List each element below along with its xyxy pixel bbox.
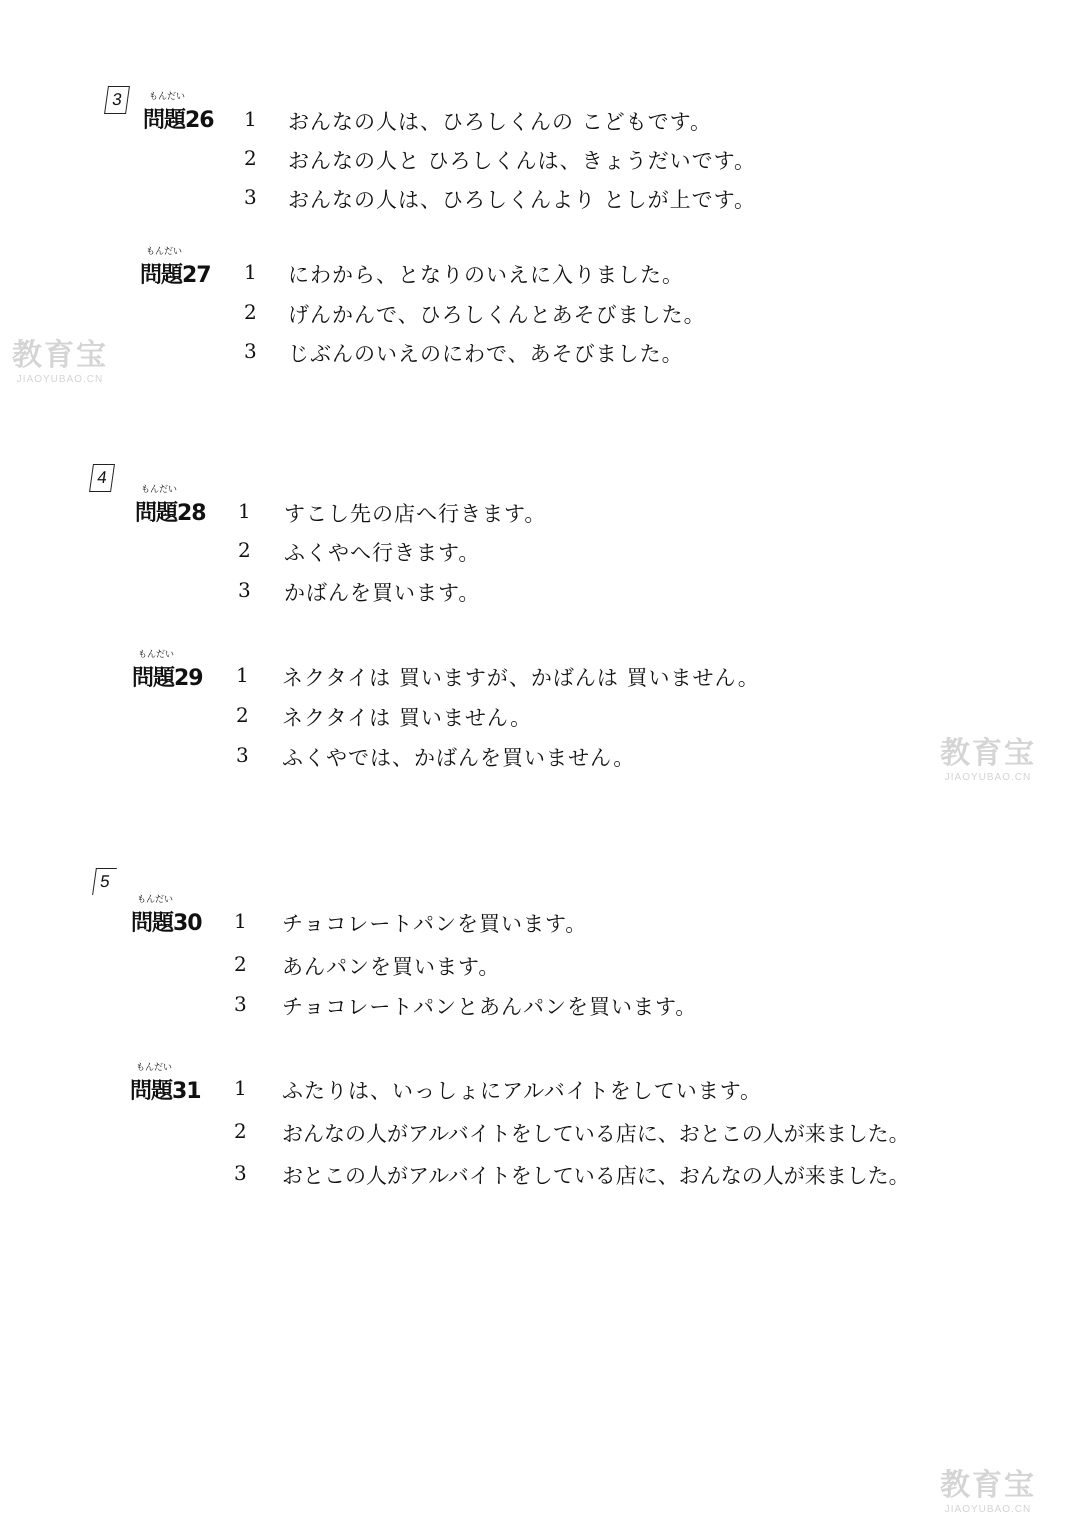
option-number: 3	[244, 185, 257, 209]
option-number: 2	[244, 300, 257, 324]
option-number: 2	[234, 1119, 247, 1143]
option-text: ネクタイは 買いません。	[282, 706, 533, 730]
option-text: ネクタイは 買いますが、かばんは 買いません。	[282, 666, 760, 690]
watermark-sub: JIAOYUBAO.CN	[944, 772, 1032, 783]
watermark-sub: JIAOYUBAO.CN	[944, 1504, 1032, 1515]
option-text: チョコレートパンとあんパンを買います。	[282, 995, 698, 1019]
question-label-text: 問題27	[140, 263, 211, 288]
option-text: すこし先の店へ行きます。	[284, 502, 547, 526]
option-number: 1	[234, 909, 247, 933]
section-number-3: 3	[104, 86, 130, 114]
option-number: 1	[238, 499, 251, 523]
question-label-29	[132, 650, 203, 692]
option-number: 1	[234, 1076, 247, 1100]
question-label-text: 問題31	[130, 1079, 201, 1104]
option-text: おんなの人と ひろしくんは、きょうだいです。	[288, 149, 756, 173]
option-text: あんパンを買います。	[282, 955, 501, 979]
question-furigana: もんだい	[141, 485, 178, 495]
option-number: 3	[234, 992, 247, 1016]
question-label-text: 問題26	[143, 108, 214, 133]
option-text: おんなの人がアルバイトをしている店に、おとこの人が来ました。	[282, 1122, 910, 1146]
option-text: おんなの人は、ひろしくんより としが上です。	[288, 188, 756, 212]
option-text: かばんを買います。	[284, 581, 481, 605]
option-number: 3	[238, 578, 251, 602]
option-text: げんかんで、ひろしくんとあそびました。	[288, 303, 706, 327]
section-number-5: 5	[92, 868, 117, 895]
option-number: 2	[244, 146, 257, 170]
option-number: 3	[236, 743, 249, 767]
option-text: ふくやでは、かばんを買いません。	[282, 746, 636, 770]
option-number: 2	[236, 703, 249, 727]
option-text: ふたりは、いっしょにアルバイトをしています。	[282, 1079, 763, 1103]
watermark-logo	[940, 1460, 1036, 1515]
question-label-26	[143, 92, 214, 134]
option-text: おとこの人がアルバイトをしている店に、おんなの人が来ました。	[282, 1164, 910, 1188]
watermark-main: 教育宝	[940, 736, 1036, 771]
watermark-logo	[940, 728, 1036, 783]
question-label-text: 問題30	[131, 911, 202, 936]
question-label-27	[140, 247, 211, 289]
watermark-main: 教育宝	[12, 338, 108, 373]
question-furigana: もんだい	[136, 1063, 173, 1073]
option-number: 1	[244, 107, 257, 131]
option-number: 3	[244, 339, 257, 363]
question-label-30	[131, 895, 202, 937]
question-label-text: 問題29	[132, 666, 203, 691]
question-furigana: もんだい	[149, 92, 186, 102]
watermark-sub: JIAOYUBAO.CN	[16, 374, 104, 385]
option-number: 3	[234, 1161, 247, 1185]
option-text: じぶんのいえのにわで、あそびました。	[288, 342, 684, 366]
question-label-31	[130, 1063, 201, 1105]
option-number: 2	[238, 538, 251, 562]
question-furigana: もんだい	[146, 247, 183, 257]
question-furigana: もんだい	[137, 895, 174, 905]
option-text: ふくやへ行きます。	[284, 541, 481, 565]
option-number: 1	[244, 260, 257, 284]
question-label-text: 問題28	[135, 501, 206, 526]
option-text: にわから、となりのいえに入りました。	[288, 263, 684, 287]
option-text: チョコレートパンを買います。	[282, 912, 588, 936]
question-furigana: もんだい	[138, 650, 175, 660]
section-number-4: 4	[89, 464, 115, 492]
question-label-28	[135, 485, 206, 527]
option-number: 1	[236, 663, 249, 687]
watermark-logo	[12, 330, 108, 385]
option-number: 2	[234, 952, 247, 976]
watermark-main: 教育宝	[940, 1468, 1036, 1503]
option-text: おんなの人は、ひろしくんの こどもです。	[288, 110, 712, 134]
